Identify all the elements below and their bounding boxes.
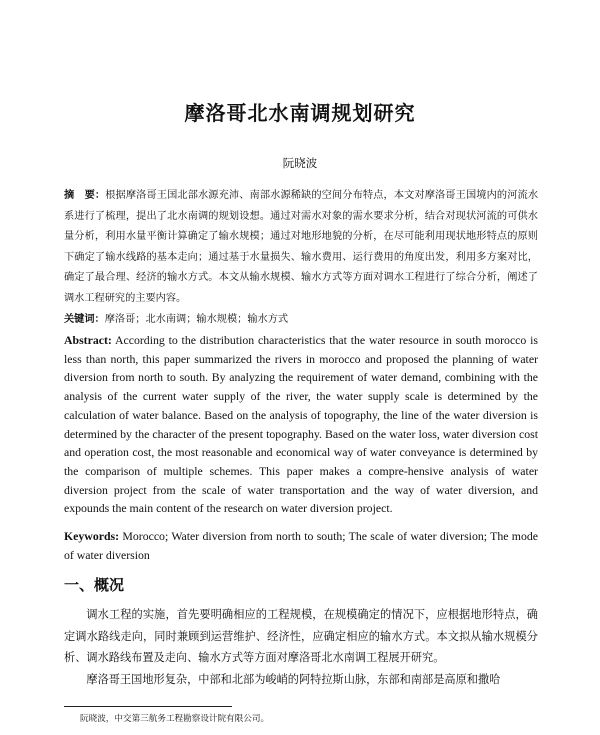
footnote-divider — [64, 706, 232, 707]
paper-title: 摩洛哥北水南调规划研究 — [184, 101, 416, 125]
keywords-en-text: Morocco; Water diversion from north to south; The scale of water diversion; The mode of water diversion — [64, 529, 539, 562]
abstract-en-label: Abstract: — [64, 333, 112, 347]
footnote: 阮晓波，中交第三航务工程勘察设计院有限公司。 — [80, 714, 270, 724]
abstract-en-text: According to the distribution characteristics that the water resource in south morocco is less than north, this paper summarized the rivers in morocco and proposed the planning of water diversion from north to south. By analyzing the requirement of water demand, combining with the analysis of the current water supply of the river, the water supply scale is determined by the calculation of water balance. Based on the analysis of topography, the line of the water diversion is determined by the character of the present topography. Based on the water loss, water diversion cost and operation cost, the most reasonable and economical way of water conveyance is determined by the comparison of multiple schemes. This paper makes a compre-hensive analysis of water diversion project from the scale of water transportation and the way of water diversion, and expounds the main content of the research on water diversion project. — [64, 333, 538, 516]
author-name: 阮晓波 — [282, 156, 318, 170]
english-abstract — [64, 331, 538, 518]
body-paragraph: 调水工程的实施，首先要明确相应的工程规模，在规模确定的情况下，应根据地形特点，确定调水路线走向，同时兼顾到运营维护、经济性，应确定相应的输水方式。本文拟从输水规模分析、调水路线布置及走向、输水方式等方面对摩洛哥北水南调工程展开研究。 — [64, 608, 538, 664]
section-heading: 一、概况 — [64, 576, 125, 594]
abstract-zh-label: 摘 要： — [64, 190, 106, 201]
abstract-zh-text: 根据摩洛哥王国北部水源充沛、南部水源稀缺的空间分布特点，本文对摩洛哥王国境内的河流水系进行了梳理，提出了北水南调的规划设想。通过对需水对象的需水要求分析，结合对现状河流的可供水量分析，利用水量平衡计算确定了输水规模；通过对地形地貌的分析，在尽可能利用现状地形特点的原则下确定了输水线路的基本走向；通过基于水量损失、输水费用、运行费用的角度出发，利用多方案对比，确定了最合理、经济的输水方式。本文从输水规模、输水方式等方面对调水工程进行了综合分析，阐述了调水工程研究的主要内容。 — [64, 190, 539, 304]
keywords-zh-text: 摩洛哥；北水南调；输水规模；输水方式 — [104, 314, 289, 325]
chinese-abstract — [64, 186, 538, 310]
section-body — [64, 604, 538, 690]
body-paragraph: 摩洛哥王国地形复杂，中部和北部为峻峭的阿特拉斯山脉，东部和南部是高原和撒哈 — [86, 672, 501, 686]
keywords-zh-label: 关键词： — [64, 314, 105, 325]
english-keywords — [64, 527, 538, 564]
chinese-keywords — [64, 310, 538, 331]
keywords-en-label: Keywords: — [64, 529, 120, 543]
